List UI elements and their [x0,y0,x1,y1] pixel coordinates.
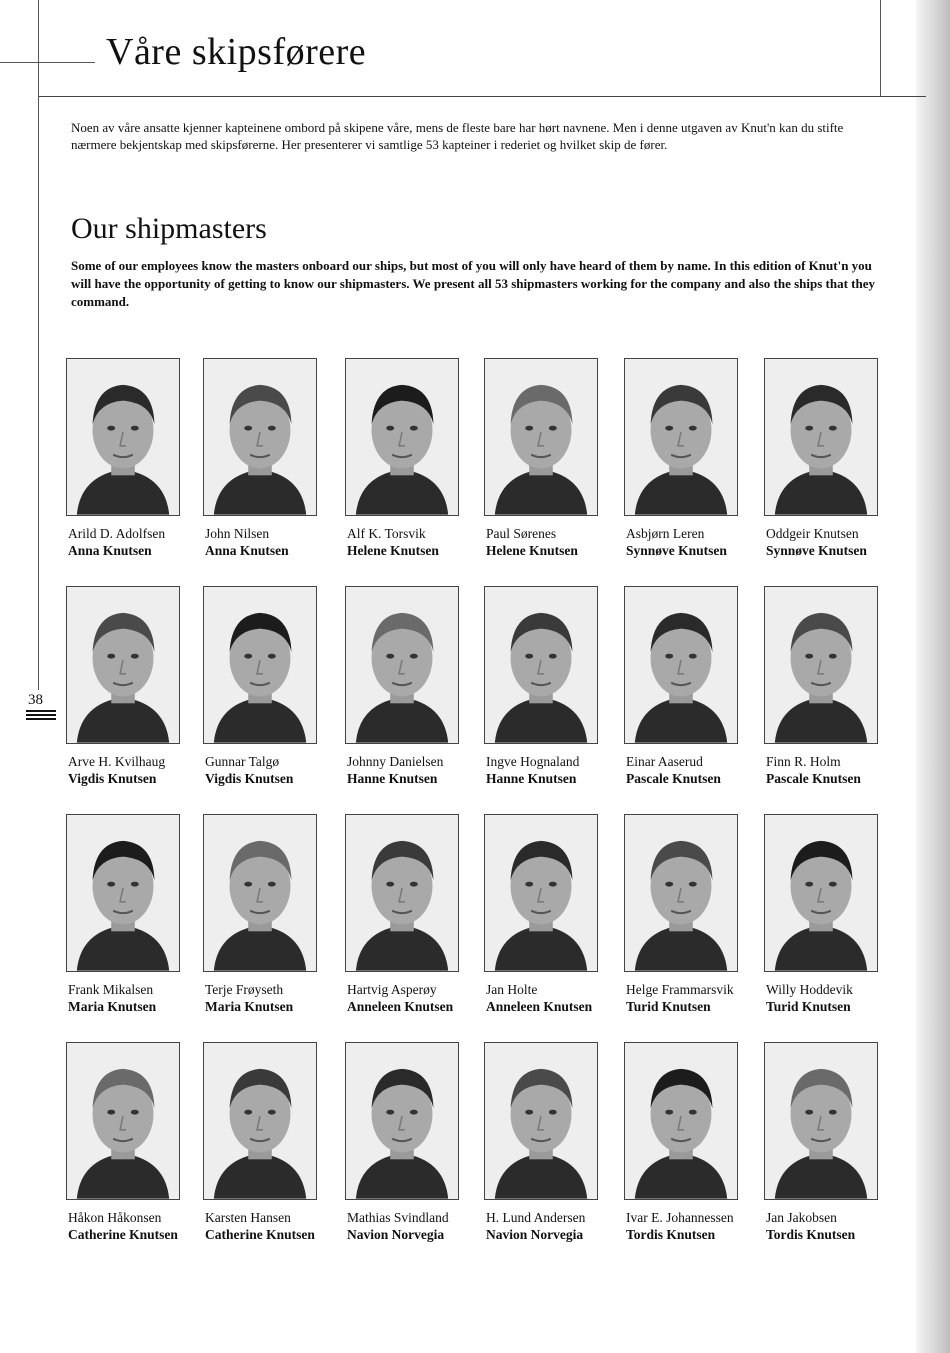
portrait-photo [66,358,180,516]
shipmaster-grid [66,358,896,1258]
ship-name: Vigdis Knutsen [205,771,294,786]
title-rule-left [0,62,95,63]
ship-name: Maria Knutsen [68,999,157,1014]
shipmaster-name: Arve H. Kvilhaug [68,754,166,769]
portrait-photo [764,358,878,516]
ship-name: Anneleen Knutsen [347,999,454,1014]
portrait-photo [345,1042,459,1200]
header-rule-right [880,0,881,96]
ship-name: Pascale Knutsen [626,771,721,786]
shipmaster-caption [205,753,355,788]
portrait-photo [764,814,878,972]
shipmaster-caption [68,981,218,1016]
shipmaster-caption [68,525,218,560]
margin-rule [38,0,39,690]
shipmaster-name: Ivar E. Johannessen [626,1210,734,1225]
portrait-photo [203,814,317,972]
shipmaster-name: Karsten Hansen [205,1210,291,1225]
shipmaster-name: Hartvig Asperøy [347,982,437,997]
ship-name: Anna Knutsen [205,543,289,558]
portrait-photo [66,586,180,744]
page-binding-shadow [916,0,950,1353]
ship-name: Hanne Knutsen [347,771,438,786]
ship-name: Anna Knutsen [68,543,152,558]
shipmaster-caption [205,981,355,1016]
page-title: Våre skipsførere [106,31,367,73]
page-number-stripes [26,710,56,722]
shipmaster-caption [626,1209,776,1244]
ship-name: Tordis Knutsen [626,1227,716,1242]
shipmaster-caption [486,981,636,1016]
shipmaster-caption [486,1209,636,1244]
ship-name: Tordis Knutsen [766,1227,856,1242]
shipmaster-caption [766,525,916,560]
portrait-photo [203,586,317,744]
shipmaster-caption [766,981,916,1016]
portrait-photo [203,1042,317,1200]
shipmaster-name: Willy Hoddevik [766,982,853,997]
shipmaster-caption [766,1209,916,1244]
shipmaster-caption [486,753,636,788]
shipmaster-caption [486,525,636,560]
shipmaster-name: Ingve Hognaland [486,754,580,769]
section-title-english: Our shipmasters [71,212,267,245]
shipmaster-name: H. Lund Andersen [486,1210,586,1225]
shipmaster-name: Finn R. Holm [766,754,841,769]
ship-name: Turid Knutsen [766,999,851,1014]
shipmaster-name: Alf K. Torsvik [347,526,426,541]
ship-name: Synnøve Knutsen [766,543,867,558]
ship-name: Catherine Knutsen [205,1227,315,1242]
portrait-photo [764,586,878,744]
ship-name: Anneleen Knutsen [486,999,593,1014]
shipmaster-name: Terje Frøyseth [205,982,284,997]
ship-name: Turid Knutsen [626,999,711,1014]
ship-name: Vigdis Knutsen [68,771,157,786]
portrait-photo [484,814,598,972]
portrait-photo [624,586,738,744]
portrait-photo [764,1042,878,1200]
ship-name: Navion Norvegia [347,1227,445,1242]
ship-name: Catherine Knutsen [68,1227,178,1242]
shipmaster-name: Arild D. Adolfsen [68,526,166,541]
intro-norwegian: Noen av våre ansatte kjenner kapteinene ombord på skipene våre, mens de fleste bare har hørt navnene. Men i denne utgaven av Knut'n kan du stifte nærmere bekjentskap med skipsførerne. Her presenterer vi samtlige 53 kapteiner i rederiet og hvilket skip de fører. [71,120,844,152]
portrait-photo [484,586,598,744]
page-number: 38 [28,692,43,708]
shipmaster-caption [205,1209,355,1244]
portrait-photo [624,1042,738,1200]
shipmaster-name: John Nilsen [205,526,270,541]
header-rule [38,96,926,97]
shipmaster-name: Paul Sørenes [486,526,557,541]
ship-name: Hanne Knutsen [486,771,577,786]
shipmaster-name: Einar Aaserud [626,754,703,769]
shipmaster-caption [347,525,497,560]
shipmaster-caption [68,753,218,788]
portrait-photo [484,358,598,516]
ship-name: Helene Knutsen [486,543,578,558]
portrait-photo [345,814,459,972]
shipmaster-name: Helge Frammarsvik [626,982,734,997]
portrait-photo [66,1042,180,1200]
ship-name: Helene Knutsen [347,543,439,558]
ship-name: Navion Norvegia [486,1227,584,1242]
shipmaster-name: Håkon Håkonsen [68,1210,162,1225]
shipmaster-name: Asbjørn Leren [626,526,705,541]
ship-name: Maria Knutsen [205,999,294,1014]
portrait-photo [345,586,459,744]
shipmaster-name: Jan Holte [486,982,538,997]
shipmaster-name: Gunnar Talgø [205,754,280,769]
shipmaster-name: Oddgeir Knutsen [766,526,859,541]
shipmaster-name: Johnny Danielsen [347,754,444,769]
portrait-photo [624,814,738,972]
portrait-photo [624,358,738,516]
shipmaster-caption [626,981,776,1016]
shipmaster-caption [347,981,497,1016]
shipmaster-caption [347,1209,497,1244]
shipmaster-caption [347,753,497,788]
shipmaster-name: Jan Jakobsen [766,1210,837,1225]
intro-english: Some of our employees know the masters onboard our ships, but most of you will only have heard of them by name. In this edition of Knut'n you will have the opportunity of getting to know our shipmasters. We present all 53 shipmasters working for the company and also the ships that they command. [71,258,876,309]
ship-name: Synnøve Knutsen [626,543,727,558]
shipmaster-caption [766,753,916,788]
portrait-photo [484,1042,598,1200]
shipmaster-name: Frank Mikalsen [68,982,154,997]
portrait-photo [345,358,459,516]
shipmaster-caption [68,1209,218,1244]
portrait-photo [203,358,317,516]
page-number-badge [26,692,60,728]
portrait-photo [66,814,180,972]
ship-name: Pascale Knutsen [766,771,861,786]
shipmaster-caption [626,753,776,788]
shipmaster-caption [626,525,776,560]
shipmaster-name: Mathias Svindland [347,1210,449,1225]
shipmaster-caption [205,525,355,560]
